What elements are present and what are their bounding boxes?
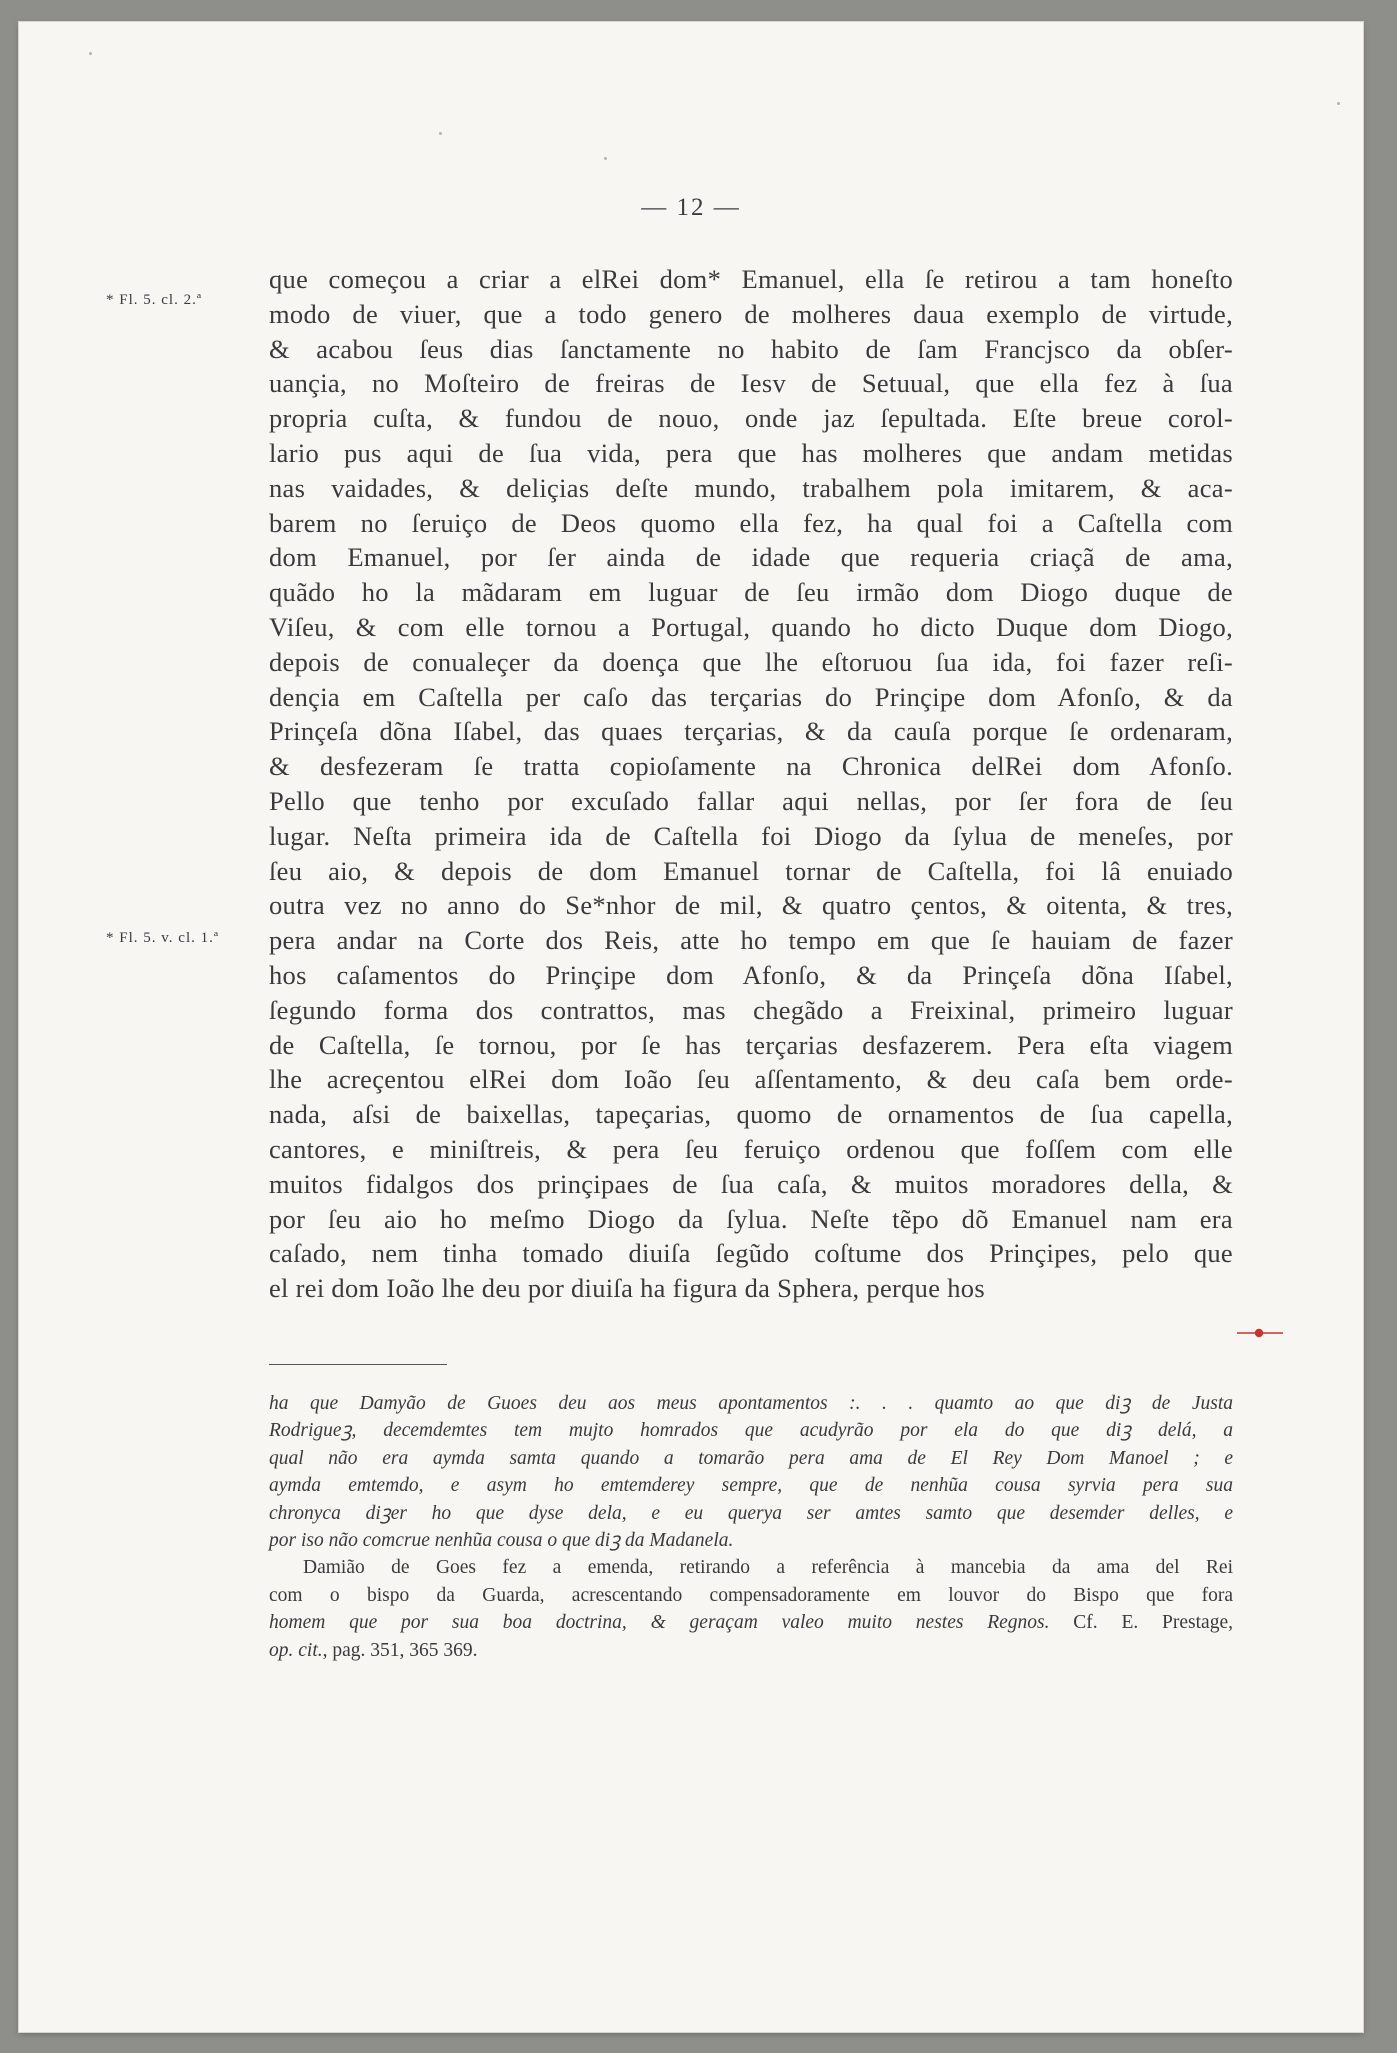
margin-note-folio: * Fl. 5. v. cl. 1.ª [106,930,219,946]
document-page [19,22,1363,2032]
text-line: Prinçeſa dõna Iſabel, das quaes terçarias, & da cauſa porque ſe ordenaram, [269,716,1233,747]
text-line: uançia, no Moſteiro de freiras de Iesv de Setuual, que ella fez à ſua [269,368,1233,399]
text-line: quãdo ho la mãdaram em luguar de ſeu irmão dom Diogo duque de [269,577,1233,608]
footnote-quote-line: aymda emtemdo, e asym ho emtemderey sempre, que de nenhũa cousa syrvia pera sua [269,1475,1233,1497]
footnote-quote-line: chronyca diꝫer ho que dyse dela, e eu querya ser amtes samto que desemder delles, e [269,1502,1233,1524]
red-marker-icon [1237,1328,1283,1338]
text-line: & desfezeram ſe tratta copioſamente na Chronica delRei dom Afonſo. [269,751,1233,782]
text-line: Viſeu, & com elle tornou a Portugal, quando ho dicto Duque dom Diogo, [269,611,1233,642]
text-line: dençia em Caſtella per caſo das terçarias do Prinçipe dom Afonſo, & da [269,681,1233,712]
footnote-quote [269,1390,1233,1554]
text-line: lario pus aqui de ſua vida, pera que has molheres que andam metidas [269,437,1233,468]
text-line: outra vez no anno do Se*nhor de mil, & quatro çentos, & oitenta, & tres, [269,890,1233,921]
footnote-quote-line: ha que Damyão de Guoes deu aos meus apontamentos :. . . quamto ao que diꝫ de Justa [269,1393,1233,1414]
footnote-line: com o bispo da Guarda, acrescentando compensadoramente em louvor do Bispo que fora [269,1584,1233,1606]
text-line: dom Emanuel, por ſer ainda de idade que requeria criaçã de ama, [269,542,1233,573]
footnote-citation: Cf. E. Prestage, [1049,1612,1233,1634]
text-line: Pello que tenho por excuſado fallar aqui nellas, por ſer fora de ſeu [269,785,1233,816]
footnote-quote-line: Rodrigueꝫ, decemdemtes tem mujto homrados que acudyrão por ela do que diꝫ delá, a [269,1420,1233,1442]
text-line: ſegundo forma dos contrattos, mas chegãdo a Freixinal, primeiro luguar [269,994,1233,1025]
text-line: de Caſtella, ſe tornou, por ſe has terçarias desfazerem. Pera eſta viagem [269,1029,1233,1060]
text-line: modo de viuer, que a todo genero de molheres daua exemplo de virtude, [269,298,1233,329]
paper-speck [89,52,92,55]
margin-note-folio: * Fl. 5. cl. 2.ª [106,292,202,308]
text-line: lhe acreçentou elRei dom Ioão ſeu aſſentamento, & deu caſa bem orde- [269,1064,1233,1095]
text-line: & acabou ſeus dias ſanctamente no habito de ſam Francjsco da obſer- [269,333,1233,364]
footnote-line [269,1609,1233,1636]
text-line: hos caſamentos do Prinçipe dom Afonſo, & da Prinçeſa dõna Iſabel, [269,959,1233,990]
footnote-quote-inline: homem que por sua boa doctrina, & geraçam valeo muito nestes Regnos. [269,1612,1050,1634]
footnote-line: Damião de Goes fez a emenda, retirando a referência à mancebia da ama del Rei [303,1557,1233,1579]
footnote-pages: , pag. 351, 365 369. [322,1639,478,1661]
text-line: lugar. Neſta primeira ida de Caſtella foi Diogo da ſylua de meneſes, por [269,820,1233,851]
page-number: — 12 — [641,194,741,221]
paper-speck [439,132,442,135]
text-line: nas vaidades, & deliçias deſte mundo, trabalhem pola imitarem, & aca- [269,472,1233,503]
text-line: depois de conualeçer da doença que lhe eſtoruou ſua ida, foi fazer reſi- [269,646,1233,677]
text-line: muitos fidalgos dos prinçipaes de ſua caſa, & muitos moradores della, & [269,1168,1233,1199]
footnote-line [269,1637,1233,1664]
text-line: caſado, nem tinha tomado diuiſa ſegũdo coſtume dos Prinçipes, pelo que [269,1238,1233,1269]
text-line: el rei dom Ioão lhe deu por diuiſa ha figura da Sphera, perque hos [269,1273,985,1304]
footnote-quote-line: por iso não comcrue nenhũa cousa o que diꝫ da Madanela. [269,1530,734,1552]
text-line: que começou a criar a elRei dom* Emanuel, ella ſe retirou a tam honeſto [269,264,1233,294]
text-line: nada, aſsi de baixellas, tapeçarias, quomo de ornamentos de ſua capella, [269,1099,1233,1130]
text-line: ſeu aio, & depois de dom Emanuel tornar de Caſtella, foi lâ enuiado [269,855,1233,886]
footnote-quote-line: qual não era aymda samta quando a tomarão pera ama de El Rey Dom Manoel ; e [269,1447,1233,1469]
text-line: por ſeu aio ho meſmo Diogo da ſylua. Neſte tẽpo dõ Emanuel nam era [269,1203,1233,1234]
footnote-rule [269,1364,447,1365]
text-line: cantores, e miniſtreis, & pera ſeu feruiço ordenou que foſſem com elle [269,1133,1233,1164]
footnote-op-cit: op. cit. [269,1639,323,1661]
paper-speck [604,157,607,160]
paper-speck [1337,102,1340,105]
text-line: propria cuſta, & fundou de nouo, onde jaz ſepultada. Eſte breue corol- [269,403,1233,434]
footnote [269,1390,1233,1664]
text-line: barem no ſeruiço de Deos quomo ella fez, ha qual foi a Caſtella com [269,507,1233,538]
text-line: pera andar na Corte dos Reis, atte ho tempo em que ſe hauiam de fazer [269,925,1233,956]
main-text-body [269,262,1233,1306]
